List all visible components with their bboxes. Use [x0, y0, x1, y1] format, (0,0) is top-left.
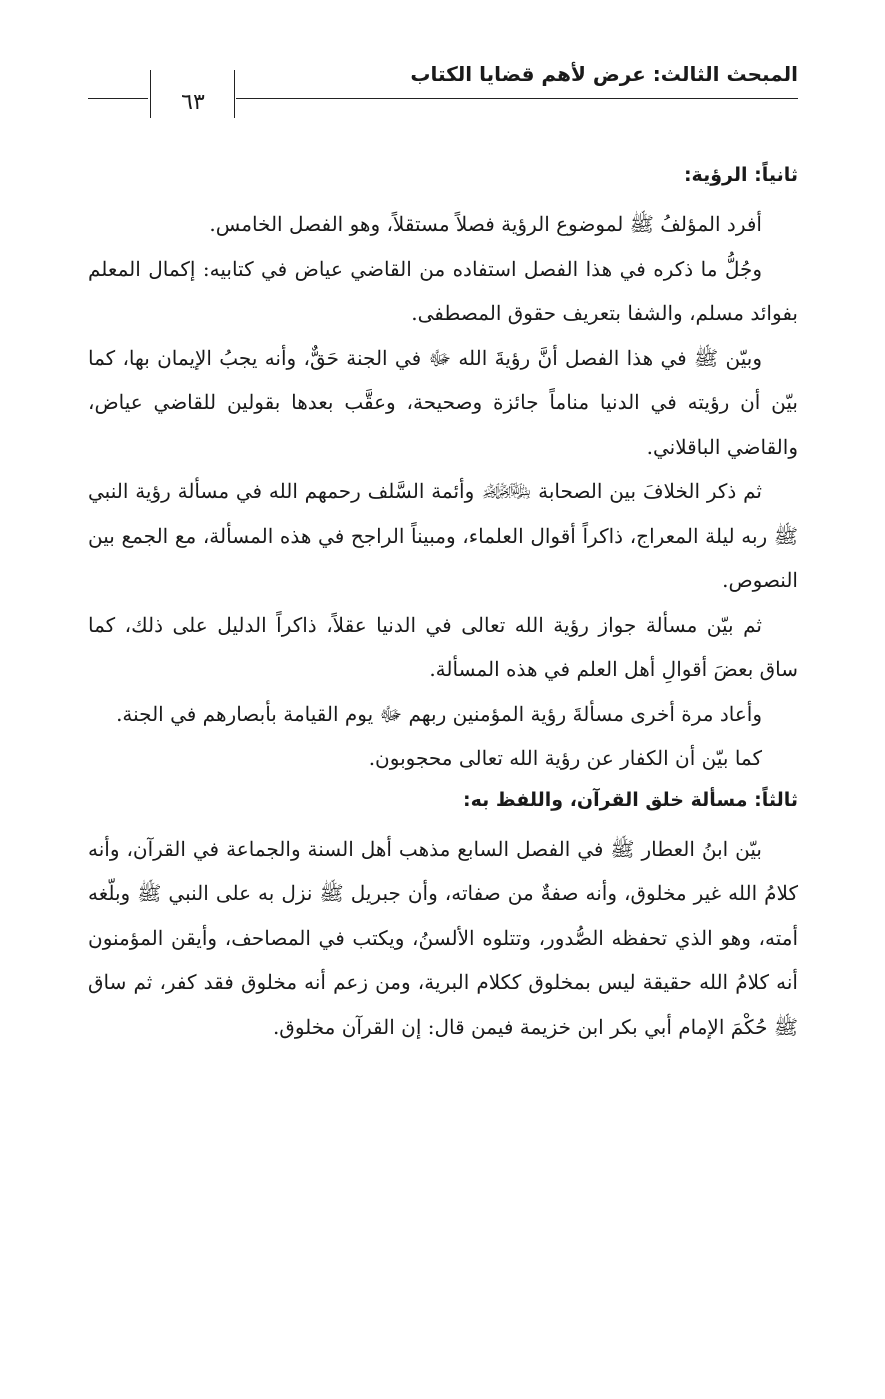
paragraph: ثم ذكر الخلافَ بين الصحابة ﷽ وأئمة السَّلف رحمهم الله في مسألة رؤية النبي ﷺ ربه ليلة المعراج، ذاكراً أقوال العلماء، ومبيناً الراجح في هذه المسألة، مع الجمع بين النصوص.: [88, 479, 798, 592]
paragraph: وبيّن ﷺ في هذا الفصل أنَّ رؤيةَ الله ﷻ في الجنة حَقٌّ، وأنه يجبُ الإيمان بها، كما بيّن أن رؤيته في الدنيا مناماً جائزة وصحيحة، وعقَّب بعدها بقولين للقاضي عياض، والقاضي الباقلاني.: [88, 345, 798, 459]
header-rule: [236, 98, 798, 99]
section-heading-vision: ثانياً: الرؤية:: [683, 164, 798, 186]
paragraph: ثم بيّن مسألة جواز رؤية الله تعالى في الدنيا عقلاً، ذاكراً الدليل على ذلك، كما ساق بعضَ أقوالِ أهل العلم في هذه المسألة.: [88, 612, 798, 681]
chapter-title: المبحث الثالث: عرض لأهم قضايا الكتاب: [410, 62, 798, 86]
header-tick: [150, 70, 151, 118]
header-tick: [234, 70, 235, 118]
page-number: ٦٣: [181, 90, 205, 115]
paragraph: كما بيّن أن الكفار عن رؤية الله تعالى محجوبون.: [368, 746, 762, 770]
paragraph: بيّن ابنُ العطار ﷺ في الفصل السابع مذهب أهل السنة والجماعة في القرآن، وأنه كلامُ الله غير مخلوق، وأنه صفةٌ من صفاته، وأن جبريل ﷺ نزل به على النبي ﷺ وبلّغه أمته، وهو الذي تحفظه الصُّدور، وتتلوه الألسنُ، ويكتب في المصاحف، وأيقن المؤمنون أنه كلامُ الله حقيقة ليس بمخلوق ككلام البرية، ومن زعم أنه مخلوق فقد كفر، ثم ساق ﷺ حُكْمَ الإمام أبي بكر ابن خزيمة فيمن قال: إن القرآن مخلوق.: [88, 836, 798, 1039]
paragraph: وجُلُّ ما ذكره في هذا الفصل استفاده من القاضي عياض في كتابيه: إكمال المعلم بفوائد مسلم، والشفا بتعريف حقوق المصطفى.: [88, 256, 798, 325]
page-body: [88, 160, 798, 1049]
paragraph: وأعاد مرة أخرى مسألةَ رؤية المؤمنين ربهم ﷻ يوم القيامة بأبصارهم في الجنة.: [116, 701, 762, 726]
running-header: [88, 58, 798, 128]
book-page: [88, 58, 798, 1378]
section-heading-quran: ثالثاً: مسألة خلق القرآن، واللفظ به:: [462, 788, 798, 811]
paragraph: أفرد المؤلفُ ﷺ لموضوع الرؤية فصلاً مستقلاً، وهو الفصل الخامس.: [209, 212, 762, 236]
header-rule-left: [88, 98, 148, 99]
